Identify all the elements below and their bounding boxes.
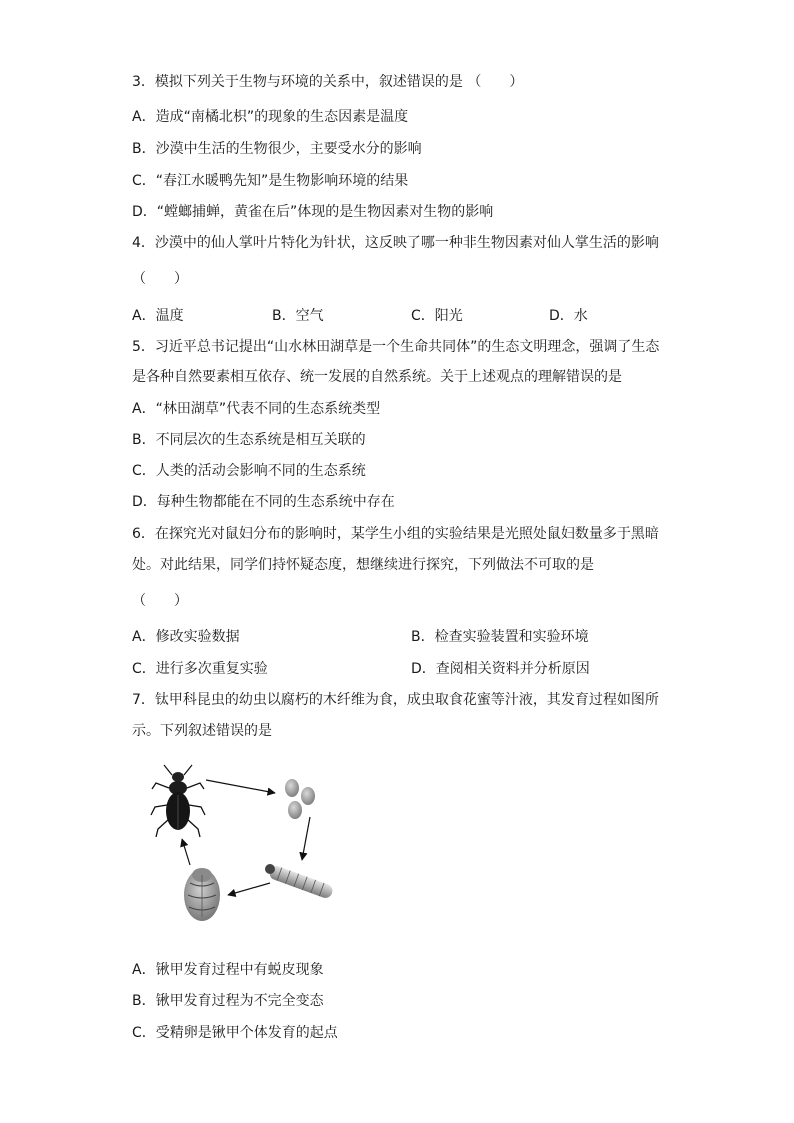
q6-stem-line2: 处。对此结果，同学们持怀疑态度，想继续进行探究，下列做法不可取的是: [132, 557, 594, 573]
q7-stem-line2: 示。下列叙述错误的是: [132, 723, 272, 739]
pupa-icon: [184, 868, 220, 921]
eggs-icon: [285, 779, 315, 819]
q4-option-c: C．阳光: [411, 308, 463, 324]
larva-icon: [265, 864, 334, 900]
q7-option-a: A．锹甲发育过程中有蜕皮现象: [132, 962, 324, 978]
q7-stem-line1: 7．钛甲科昆虫的幼虫以腐朽的木纤维为食，成虫取食花蜜等汁液，其发育过程如图所: [132, 692, 659, 708]
life-cycle-figure: [150, 755, 350, 935]
q4-option-b: B．空气: [272, 308, 324, 324]
q3-option-d: D．“螳螂捕蝉，黄雀在后”体现的是生物因素对生物的影响: [132, 204, 494, 220]
beetle-adult-icon: [151, 765, 205, 837]
q6-option-d: D．查阅相关资料并分析原因: [411, 661, 590, 677]
q7-option-b: B．锹甲发育过程为不完全变态: [132, 993, 324, 1009]
arrow-larva-to-pupa: [228, 883, 270, 895]
q3-option-b: B．沙漠中生活的生物很少，主要受水分的影响: [132, 141, 422, 157]
q5-option-d: D．每种生物都能在不同的生态系统中存在: [132, 494, 395, 510]
q6-option-c: C．进行多次重复实验: [132, 661, 268, 677]
q5-option-c: C．人类的活动会影响不同的生态系统: [132, 463, 366, 479]
q6-paren: （ ）: [132, 593, 188, 609]
q3-stem: 3．模拟下列关于生物与环境的关系中，叙述错误的是 （ ）: [132, 74, 524, 90]
q6-stem-line1: 6．在探究光对鼠妇分布的影响时，某学生小组的实验结果是光照处鼠妇数量多于黑暗: [132, 526, 659, 542]
q4-stem: 4．沙漠中的仙人掌叶片特化为针状，这反映了哪一种非生物因素对仙人掌生活的影响: [132, 235, 659, 251]
q4-paren: （ ）: [132, 271, 188, 287]
q5-stem-line1: 5．习近平总书记提出“山水林田湖草是一个生命共同体”的生态文明理念，强调了生态: [132, 339, 660, 355]
arrow-eggs-to-larva: [302, 817, 310, 860]
q3-option-a: A．造成“南橘北枳”的现象的生态因素是温度: [132, 109, 409, 125]
q3-option-c: C．“春江水暖鸭先知”是生物影响环境的结果: [132, 173, 409, 189]
arrow-adult-to-eggs: [206, 780, 275, 793]
q4-option-d: D．水: [549, 308, 588, 324]
q6-option-a: A．修改实验数据: [132, 629, 240, 645]
q5-option-b: B．不同层次的生态系统是相互关联的: [132, 432, 366, 448]
q6-option-b: B．检查实验装置和实验环境: [411, 629, 589, 645]
q4-option-a: A．温度: [132, 308, 184, 324]
q7-option-c: C．受精卵是锹甲个体发育的起点: [132, 1025, 338, 1041]
q5-option-a: A．“林田湖草”代表不同的生态系统类型: [132, 401, 381, 417]
arrow-pupa-to-adult: [182, 839, 190, 865]
q5-stem-line2: 是各种自然要素相互依存、统一发展的自然系统。关于上述观点的理解错误的是: [132, 369, 622, 385]
